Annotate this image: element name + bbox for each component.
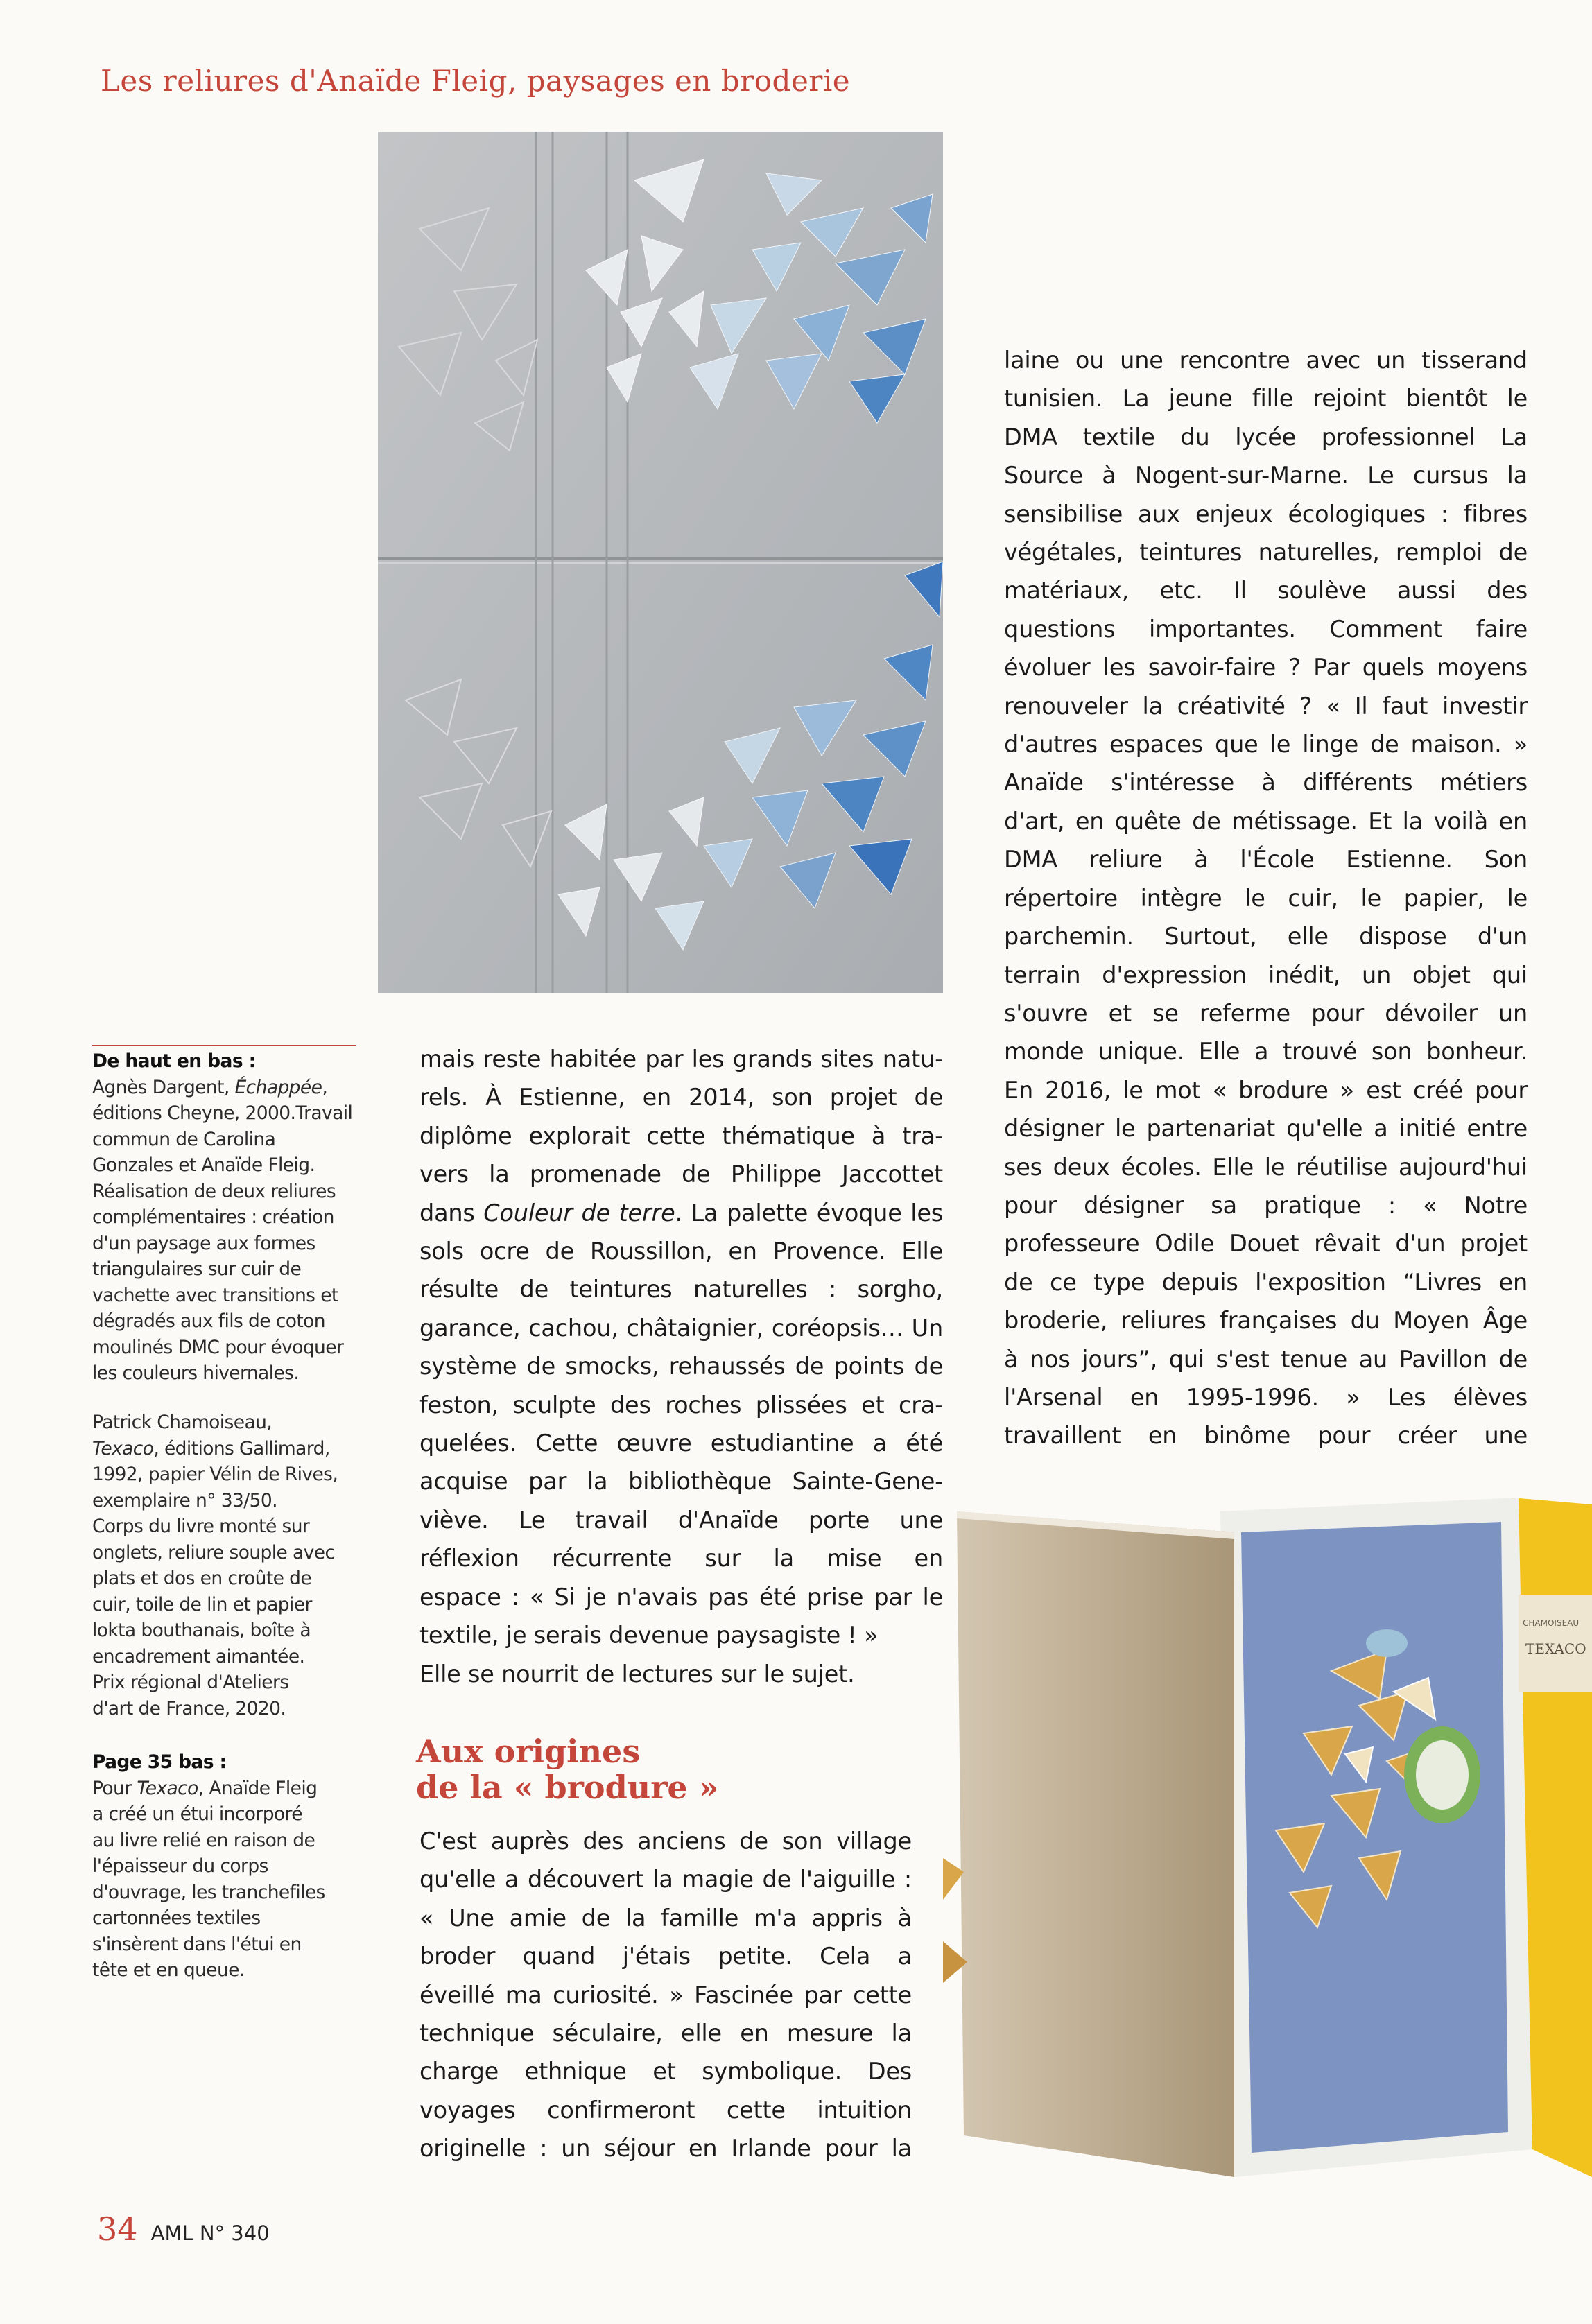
text-line: quelées. Cette œuvre estudiantine a été bbox=[419, 1430, 943, 1457]
binding-photo-texaco bbox=[943, 1484, 1592, 2177]
caption-line: Agnès Dargent, Échappée, bbox=[92, 1076, 328, 1098]
text-line: rels. À Estienne, en 2014, son projet de bbox=[419, 1084, 943, 1111]
caption-line: plats et dos en croûte de bbox=[92, 1568, 312, 1589]
text-line: évoluer les savoir-faire ? Par quels moyens bbox=[1004, 654, 1528, 682]
caption-line: au livre relié en raison de bbox=[92, 1829, 315, 1851]
caption-line: cartonnées textiles bbox=[92, 1907, 261, 1929]
caption-line: d'art de France, 2020. bbox=[92, 1697, 286, 1719]
text-line: parchemin. Surtout, elle dispose d'un bbox=[1004, 923, 1528, 951]
text-line: laine ou une rencontre avec un tisserand bbox=[1004, 347, 1528, 374]
text-line: Anaïde s'intéresse à différents métiers bbox=[1004, 769, 1528, 797]
binding-artwork-echappee bbox=[378, 132, 943, 993]
text-line: pour désigner sa pratique : « Notre bbox=[1004, 1191, 1528, 1219]
caption-block-3 bbox=[92, 1749, 356, 1984]
caption-line: Texaco, éditions Gallimard, bbox=[92, 1437, 330, 1459]
caption-line: d'ouvrage, les tranchefiles bbox=[92, 1881, 325, 1903]
caption-block-1 bbox=[92, 1048, 356, 1387]
text-line: « Une amie de la famille m'a appris à bbox=[419, 1904, 912, 1932]
text-line: Elle se nourrit de lectures sur le sujet. bbox=[419, 1660, 855, 1688]
caption-line: vachette avec transitions et bbox=[92, 1284, 338, 1306]
text-line: monde unique. Elle a trouvé son bonheur. bbox=[1004, 1038, 1528, 1066]
text-line: espace : « Si je n'avais pas été prise par le bbox=[419, 1583, 943, 1611]
text-line: réflexion récurrente sur la mise en bbox=[419, 1545, 943, 1572]
text-line: tunisien. La jeune fille rejoint bientôt le bbox=[1004, 385, 1528, 413]
caption-line: moulinés DMC pour évoquer bbox=[92, 1336, 344, 1358]
text-line: En 2016, le mot « brodure » est créé pour bbox=[1004, 1076, 1528, 1104]
caption-line: onglets, reliure souple avec bbox=[92, 1541, 335, 1563]
text-line: désigner le partenariat qu'elle a initié entre bbox=[1004, 1115, 1528, 1143]
text-line: travaillent en binôme pour créer une bbox=[1004, 1422, 1528, 1450]
text-line: terrain d'expression inédit, un objet qui bbox=[1004, 961, 1528, 989]
text-line: qu'elle a découvert la magie de l'aiguille : bbox=[419, 1866, 912, 1893]
caption-line: éditions Cheyne, 2000.Travail bbox=[92, 1102, 353, 1124]
text-line: ses deux écoles. Elle le réutilise aujourd'hui bbox=[1004, 1153, 1528, 1181]
text-line: éveillé ma curiosité. » Fascinée par cette bbox=[419, 1981, 912, 2009]
text-line: sols ocre de Roussillon, en Provence. Elle bbox=[419, 1238, 943, 1265]
text-line: Source à Nogent-sur-Marne. Le cursus la bbox=[1004, 462, 1528, 489]
caption-line: Réalisation de deux reliures bbox=[92, 1180, 336, 1202]
caption-line: Prix régional d'Ateliers bbox=[92, 1672, 289, 1693]
text-line: d'art, en quête de métissage. Et la voilà en bbox=[1004, 807, 1528, 835]
text-line: système de smocks, rehaussés de points de bbox=[419, 1353, 943, 1380]
caption-line: Gonzales et Anaïde Fleig. bbox=[92, 1154, 315, 1176]
text-line: l'Arsenal en 1995-1996. » Les élèves bbox=[1004, 1383, 1528, 1411]
text-line: s'ouvre et se referme pour dévoiler un bbox=[1004, 999, 1528, 1027]
text-line: matériaux, etc. Il soulève aussi des bbox=[1004, 577, 1528, 605]
text-line: résulte de teintures naturelles : sorgho, bbox=[419, 1276, 943, 1303]
text-line: diplôme explorait cette thématique à tra- bbox=[419, 1122, 943, 1150]
text-line: technique séculaire, elle en mesure la bbox=[419, 2020, 912, 2047]
open-book-illustration bbox=[943, 1484, 1592, 2177]
caption-line: dégradés aux fils de coton bbox=[92, 1310, 325, 1332]
caption-line: a créé un étui incorporé bbox=[92, 1803, 302, 1825]
text-line: originelle : un séjour en Irlande pour la bbox=[419, 2135, 912, 2162]
caption-line: s'insèrent dans l'étui en bbox=[92, 1933, 302, 1955]
text-line: d'autres espaces que le linge de maison. » bbox=[1004, 731, 1528, 758]
text-line: broder quand j'étais petite. Cela a bbox=[419, 1943, 912, 1970]
text-line: questions importantes. Comment faire bbox=[1004, 615, 1528, 643]
page-title: Les reliures d'Anaïde Fleig, paysages en broderie bbox=[101, 64, 851, 98]
triangles-embroidery bbox=[378, 132, 943, 993]
text-line: renouveler la créativité ? « Il faut investir bbox=[1004, 692, 1528, 720]
caption-divider bbox=[92, 1045, 356, 1046]
text-line: dans Couleur de terre. La palette évoque les bbox=[419, 1199, 943, 1226]
text-line: répertoire intègre le cuir, le papier, le bbox=[1004, 884, 1528, 912]
text-line: garance, cachou, châtaignier, coréopsis… Un bbox=[419, 1314, 943, 1342]
text-line: viève. Le travail d'Anaïde porte une bbox=[419, 1506, 943, 1534]
text-line: broderie, reliures françaises du Moyen Âge bbox=[1004, 1307, 1528, 1335]
caption-line: les couleurs hivernales. bbox=[92, 1362, 300, 1384]
text-line: végétales, teintures naturelles, remploi de bbox=[1004, 539, 1528, 566]
photo-label-title: TEXACO bbox=[1525, 1640, 1586, 1657]
text-line: textile, je serais devenue paysagiste ! » bbox=[419, 1622, 879, 1649]
caption-line: l'épaisseur du corps bbox=[92, 1855, 268, 1877]
photo-label-author: CHAMOISEAU bbox=[1523, 1618, 1580, 1628]
caption-block-2 bbox=[92, 1410, 356, 1722]
caption-heading: Page 35 bas : bbox=[92, 1751, 227, 1773]
text-line: de ce type depuis l'exposition “Livres en bbox=[1004, 1268, 1528, 1296]
magazine-issue: AML N° 340 bbox=[150, 2221, 270, 2245]
caption-line: Corps du livre monté sur bbox=[92, 1516, 310, 1537]
caption-line: commun de Carolina bbox=[92, 1128, 276, 1150]
text-line: mais reste habitée par les grands sites natu- bbox=[419, 1046, 943, 1073]
text-line: vers la promenade de Philippe Jaccottet bbox=[419, 1161, 943, 1188]
caption-line: Patrick Chamoiseau, bbox=[92, 1412, 272, 1433]
text-line: DMA textile du lycée professionnel La bbox=[1004, 423, 1528, 451]
body-column-right bbox=[1004, 341, 1528, 1455]
caption-line: exemplaire n° 33/50. bbox=[92, 1489, 277, 1511]
caption-line: tête et en queue. bbox=[92, 1959, 245, 1981]
caption-line: 1992, papier Vélin de Rives, bbox=[92, 1464, 338, 1485]
text-line: professeure Odile Douet rêvait d'un projet bbox=[1004, 1230, 1528, 1258]
text-line: C'est auprès des anciens de son village bbox=[419, 1828, 912, 1855]
caption-line: d'un paysage aux formes bbox=[92, 1232, 315, 1254]
text-line: charge ethnique et symbolique. Des bbox=[419, 2058, 912, 2085]
caption-line: Pour Texaco, Anaïde Fleig bbox=[92, 1777, 318, 1799]
page-number: 34 bbox=[97, 2210, 138, 2248]
body-column-middle-2 bbox=[419, 1822, 912, 2168]
text-line: acquise par la bibliothèque Sainte-Gene- bbox=[419, 1468, 943, 1495]
caption-line: lokta bouthanais, boîte à bbox=[92, 1620, 311, 1641]
caption-line: cuir, toile de lin et papier bbox=[92, 1593, 312, 1615]
text-line: sensibilise aux enjeux écologiques : fibres bbox=[1004, 500, 1528, 528]
text-line: feston, sculpte des roches plissées et cra- bbox=[419, 1391, 943, 1419]
section-heading: Aux origines de la « brodure » bbox=[416, 1733, 719, 1806]
text-line: à nos jours”, qui s'est tenue au Pavillon de bbox=[1004, 1345, 1528, 1373]
text-line: voyages confirmeront cette intuition bbox=[419, 2096, 912, 2124]
caption-line: complémentaires : création bbox=[92, 1206, 334, 1228]
caption-heading: De haut en bas : bbox=[92, 1050, 256, 1072]
caption-line: triangulaires sur cuir de bbox=[92, 1258, 302, 1280]
text-line: DMA reliure à l'École Estienne. Son bbox=[1004, 846, 1528, 874]
page-footer bbox=[97, 2210, 270, 2248]
body-column-middle bbox=[419, 1040, 943, 1693]
caption-line: encadrement aimantée. bbox=[92, 1645, 305, 1667]
